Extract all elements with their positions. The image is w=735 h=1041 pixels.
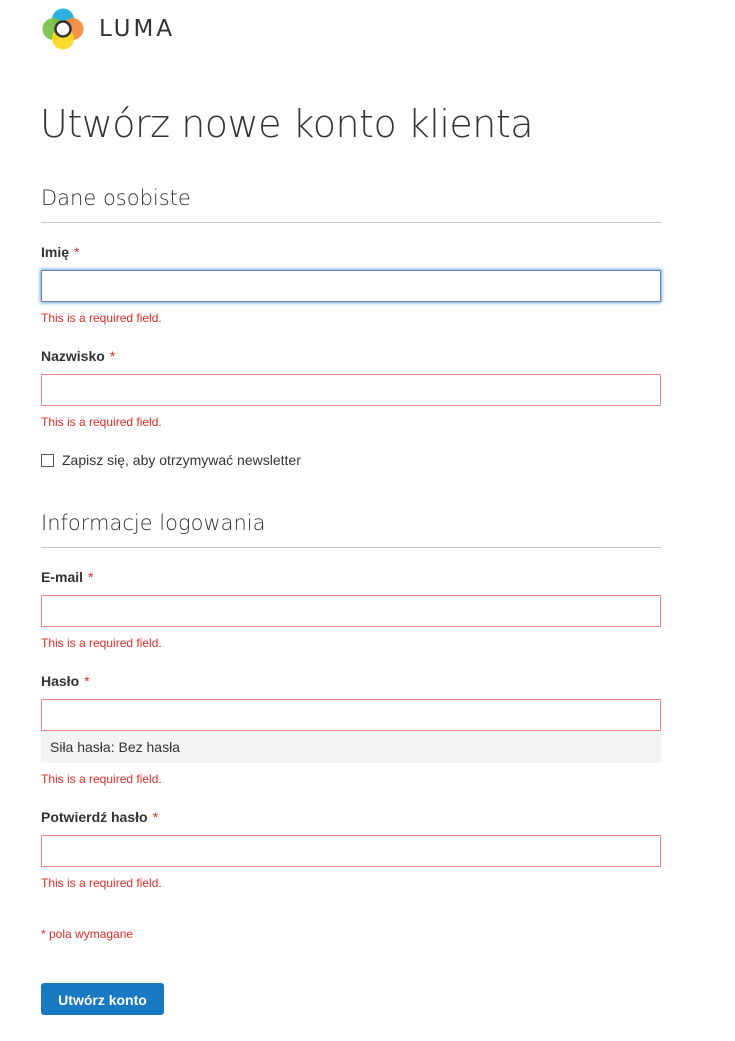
confirm-password-error: This is a required field. (41, 876, 162, 890)
luma-logo[interactable] (41, 7, 175, 51)
required-fields-note: * pola wymagane (41, 927, 134, 941)
newsletter-option[interactable] (41, 451, 301, 469)
required-asterisk: * (88, 569, 94, 585)
luma-logo-icon (41, 7, 85, 51)
email-label (41, 568, 93, 586)
last-name-label (41, 347, 115, 365)
password-label (41, 672, 90, 690)
required-asterisk: * (84, 673, 90, 689)
newsletter-label[interactable]: Zapisz się, aby otrzymywać newsletter (62, 452, 301, 468)
first-name-input[interactable] (41, 270, 661, 302)
create-account-button[interactable]: Utwórz konto (41, 983, 164, 1015)
email-label-text: E-mail (41, 569, 84, 585)
last-name-error: This is a required field. (41, 415, 162, 429)
password-strength-meter: Siła hasła: Bez hasła (41, 731, 661, 763)
login-info-legend: Informacje logowania (41, 509, 661, 548)
password-error: This is a required field. (41, 772, 162, 786)
first-name-label (41, 243, 79, 261)
email-input[interactable] (41, 595, 661, 627)
password-label-text: Hasło (41, 673, 80, 689)
logo-text: LUMA (99, 15, 176, 42)
confirm-password-input[interactable] (41, 835, 661, 867)
last-name-label-text: Nazwisko (41, 348, 105, 364)
first-name-label-text: Imię (41, 244, 70, 260)
required-asterisk: * (109, 348, 116, 364)
confirm-password-label-text: Potwierdź hasło (41, 809, 148, 825)
email-error: This is a required field. (41, 636, 162, 650)
password-input[interactable] (41, 699, 661, 731)
last-name-input[interactable] (41, 374, 661, 406)
page-title: Utwórz nowe konto klienta (40, 102, 534, 146)
newsletter-checkbox[interactable] (41, 454, 54, 467)
required-asterisk: * (152, 809, 159, 825)
first-name-error: This is a required field. (41, 311, 162, 325)
required-asterisk: * (74, 244, 80, 260)
personal-info-legend: Dane osobiste (41, 184, 661, 223)
confirm-password-label (41, 808, 158, 826)
